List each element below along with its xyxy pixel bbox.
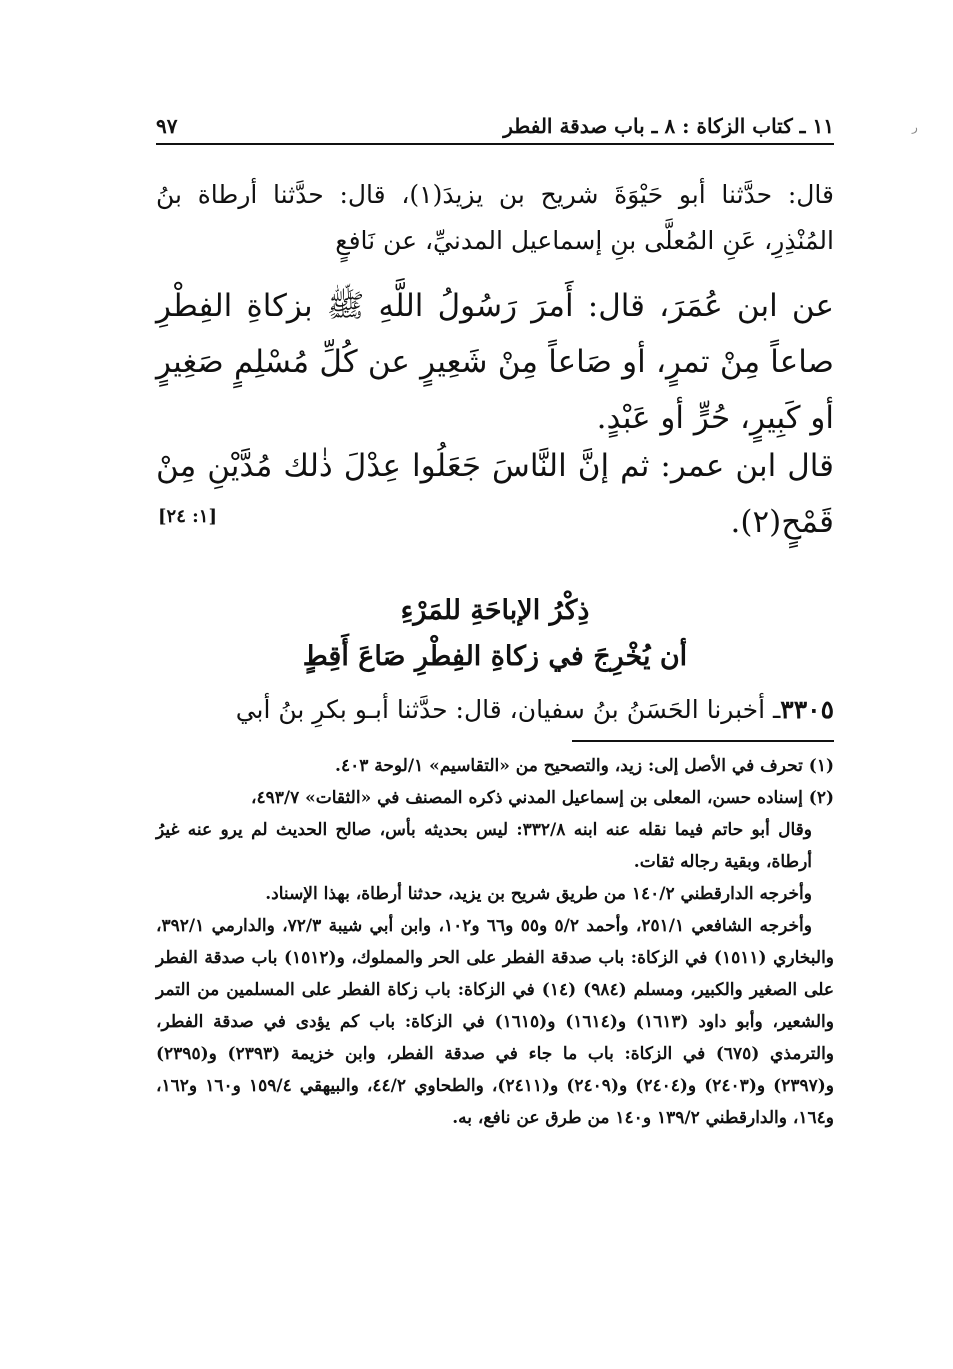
hadith-number: ٣٣٠٥ xyxy=(780,695,834,724)
header-title: ١١ ـ كتاب الزكاة : ٨ ـ باب صدقة الفطر xyxy=(503,114,834,138)
hadith-text: عن ابن عُمَرَ، قال: أَمرَ رَسُولُ اللَّهِ ﷺ بزكاةِ الفِطْرِ صاعاً مِنْ تمرٍ، أو صَاعاً مِنْ شَعِيرٍ عن كُلِّ مُسْلِمٍ صَغِيرٍ أو كَبِيرٍ، حُرٍّ أو عَبْدٍ. xyxy=(156,288,834,436)
ibn-umar-statement: قال ابن عمر: ثم إنَّ النَّاسَ جَعَلُوا عِدْلَ ذٰلك مُدَّيْنِ مِنْ قَمْحٍ(٢). xyxy=(156,448,834,540)
hadith-3305 xyxy=(156,688,834,732)
footnote-2-continuation: وقال أبو حاتم فيما نقله عنه ابنه ٣٣٢/٨: ليس بحديثه بأس، صالح الحديث لم يرو عنه غيرُ أرطاة، وبقية رجاله ثقات. xyxy=(156,820,812,872)
page-number: ٩٧ xyxy=(156,114,178,138)
footnotes xyxy=(156,750,834,1134)
footnote-2: (٢) إسناده حسن، المعلى بن إسماعيل المدني ذكره المصنف في «الثقات» ٤٩٣/٧، xyxy=(250,788,834,808)
footnote-rule xyxy=(572,740,834,742)
reference-tag: [١: ٢٤] xyxy=(158,506,217,527)
hadith-3305-text: ـ أخبرنا الحَسَنُ بنُ سفيان، قال: حدَّثنا أبـو بكرِ بنُ أبي xyxy=(235,695,781,724)
footnote-2-paragraph-2: وأخرجه الدارقطني ١٤٠/٢ من طريق شريح بن يزيد، حدثنا أرطاة، بهذا الإسناد. xyxy=(265,884,812,904)
footnote-2-paragraph-3: وأخرجه الشافعي ٢٥١/١، وأحمد ٥/٢ و٥٥ و٦٦ و١٠٢، وابن أبي شيبة ٧٢/٣، والدارمي ٣٩٢/١، والبخاري (١٥١١) في الزكاة: باب صدقة الفطر على الحر والمملوك، و(١٥١٢) باب صدقة الفطر على الصغير والكبير، ومسلم (٩٨٤) (١٤) في الزكاة: باب زكاة الفطر على المسلمين من التمر والشعير، وأبو داود (١٦١٣) و(١٦١٤) و(١٦١٥) في الزكاة: باب كم يؤدى في صدقة الفطر، والترمذي (٦٧٥) في الزكاة: باب ما جاء في صدقة الفطر، وابن خزيمة (٢٣٩٣) و(٢٣٩٥) و(٢٣٩٧) و(٢٤٠٣) و(٢٤٠٤) و(٢٤٠٩) و(٢٤١١)، والطحاوي ٤٤/٢، والبيهقي ١٥٩/٤ و١٦٠ و١٦٢، و١٦٤، والدارقطني ١٣٩/٢ و١٤٠ من طرق عن نافع، به. xyxy=(156,916,835,1128)
isnad-chain: قال: حدَّثنا أبو حَيْوَةَ شريح بن يزيدَ(١)، قال: حدَّثنا أرطاة بنُ المُنْذِرِ، عَنِ المُعلَّى بنِ إسماعيل المدنيِّ، عن نَافعٍ xyxy=(156,180,834,255)
running-header xyxy=(156,108,834,138)
header-rule xyxy=(156,143,834,145)
section-heading-line1: ذِكْرُ الإباحَةِ للمَرْءِ xyxy=(400,595,590,626)
footnote-1: (١) تحرف في الأصل إلى: زيد، والتصحيح من «التقاسيم» ١/لوحة ٤٠٣. xyxy=(335,756,834,776)
section-heading-line2: أن يُخْرِجَ في زكاةِ الفِطْرِ صَاعَ أَقِطٍ xyxy=(302,641,688,672)
margin-mark: ر xyxy=(912,120,918,134)
